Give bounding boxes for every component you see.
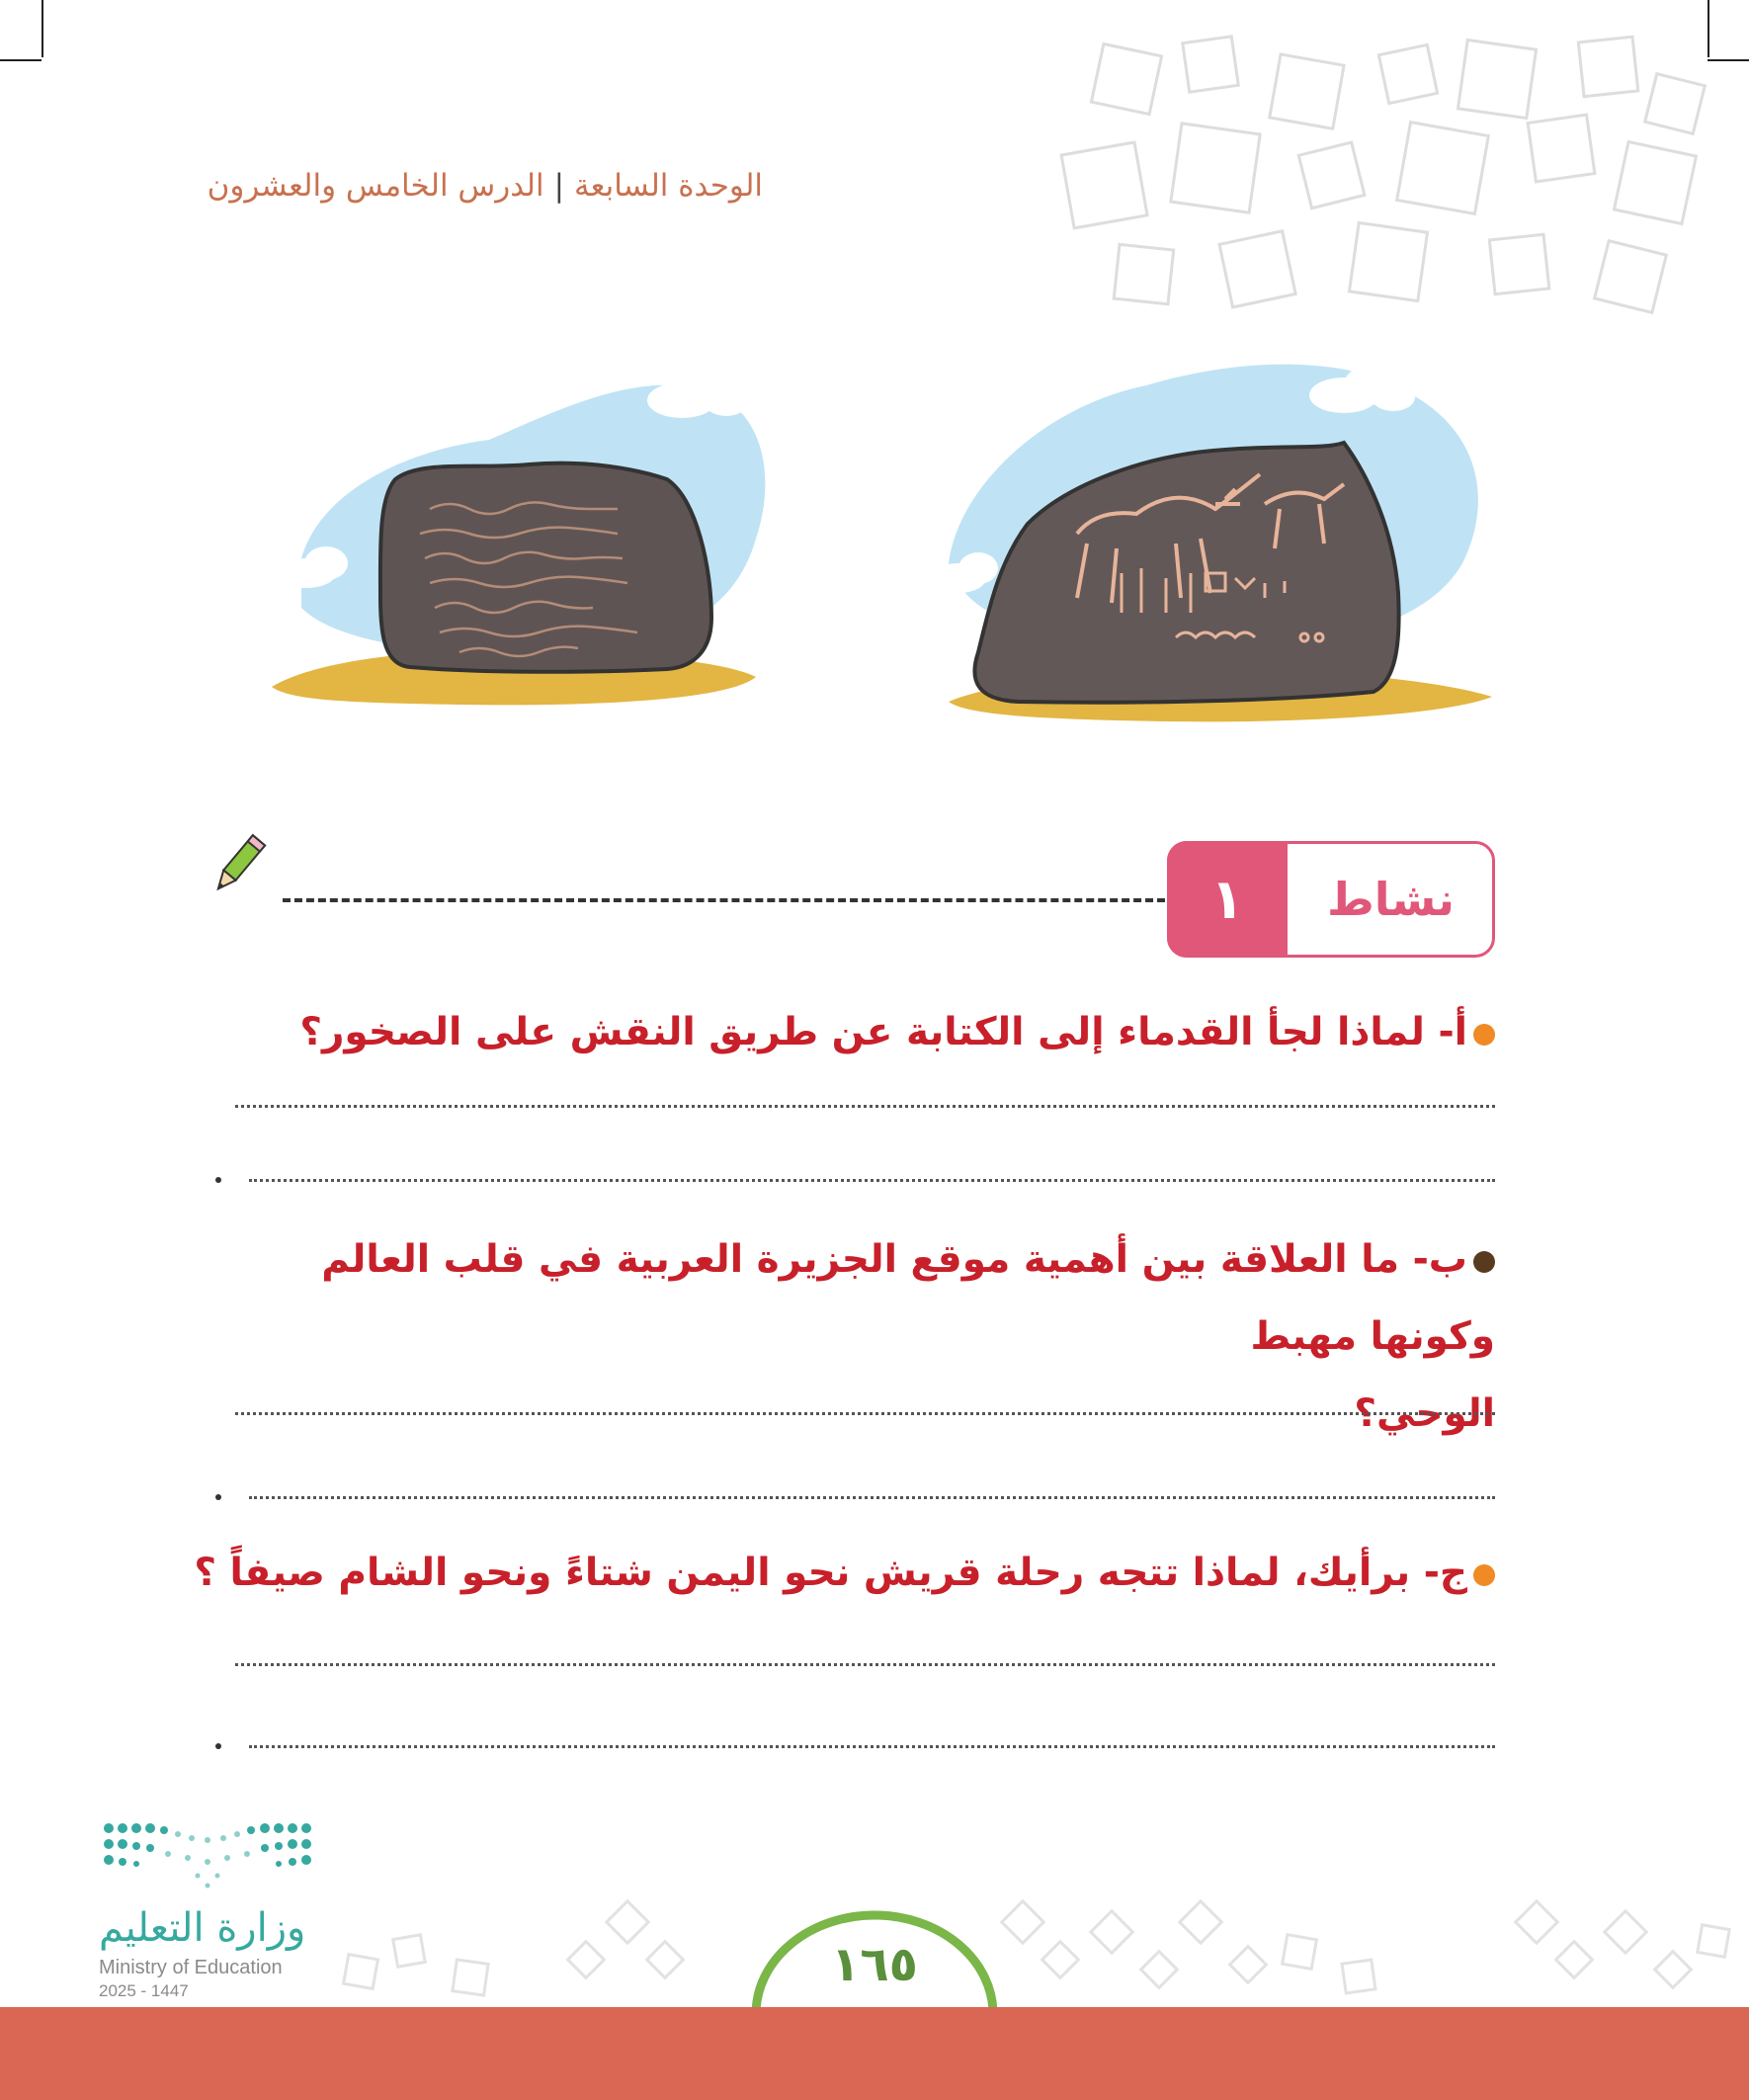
answer-line	[235, 1105, 1495, 1108]
inscribed-rock-illustration	[262, 351, 776, 716]
question-a-text: لماذا لجأ القدماء إلى الكتابة عن طريق النقش على الصخور؟	[299, 1010, 1425, 1054]
question-c	[194, 1535, 1495, 1612]
line-dot	[215, 1743, 221, 1749]
bullet-orange	[1473, 1564, 1495, 1586]
question-c-text: برأيك، لماذا تتجه رحلة قريش نحو اليمن شتاءً ونحو الشام صيفاً ؟	[194, 1551, 1411, 1595]
answer-line	[249, 1496, 1495, 1499]
page-number: ١٦٥	[831, 1937, 918, 1992]
question-b-prefix: ب-	[1412, 1237, 1467, 1282]
bullet-orange	[1473, 1024, 1495, 1046]
unit-title: الوحدة السابعة	[574, 168, 763, 204]
bullet-brown	[1473, 1251, 1495, 1273]
question-b-line1	[210, 1221, 1495, 1376]
question-b	[210, 1221, 1495, 1453]
ministry-name-english: Ministry of Education	[99, 1957, 283, 1978]
activity-number: ١	[1167, 841, 1288, 958]
unit-lesson-header	[208, 168, 763, 204]
answer-line	[249, 1179, 1495, 1182]
edition-year: 2025 - 1447	[99, 1981, 189, 2000]
answer-line	[249, 1745, 1495, 1748]
activity-dashed-line	[283, 898, 1165, 902]
question-c-prefix: ج-	[1423, 1551, 1467, 1595]
rock-art-illustration	[929, 336, 1502, 731]
pencil-icon	[203, 830, 272, 899]
question-a-prefix: أ-	[1438, 1010, 1467, 1054]
header-separator: |	[553, 168, 565, 204]
question-a	[299, 994, 1495, 1071]
question-b-text-line1: ما العلاقة بين أهمية موقع الجزيرة العربية في قلب العالم وكونها مهبط	[321, 1237, 1495, 1359]
activity-label: نشاط	[1326, 873, 1456, 926]
crop-mark	[42, 0, 43, 57]
line-dot	[215, 1177, 221, 1183]
answer-line	[235, 1412, 1495, 1415]
footer-bar	[0, 2007, 1749, 2100]
question-b-text-line2: الوحي؟	[1354, 1391, 1495, 1436]
lesson-title: الدرس الخامس والعشرون	[207, 168, 544, 204]
ministry-name-arabic: وزارة التعليم	[99, 1905, 306, 1951]
crop-mark	[0, 59, 42, 61]
line-dot	[215, 1494, 221, 1500]
decorative-pattern	[1028, 20, 1749, 336]
answer-line	[235, 1663, 1495, 1666]
